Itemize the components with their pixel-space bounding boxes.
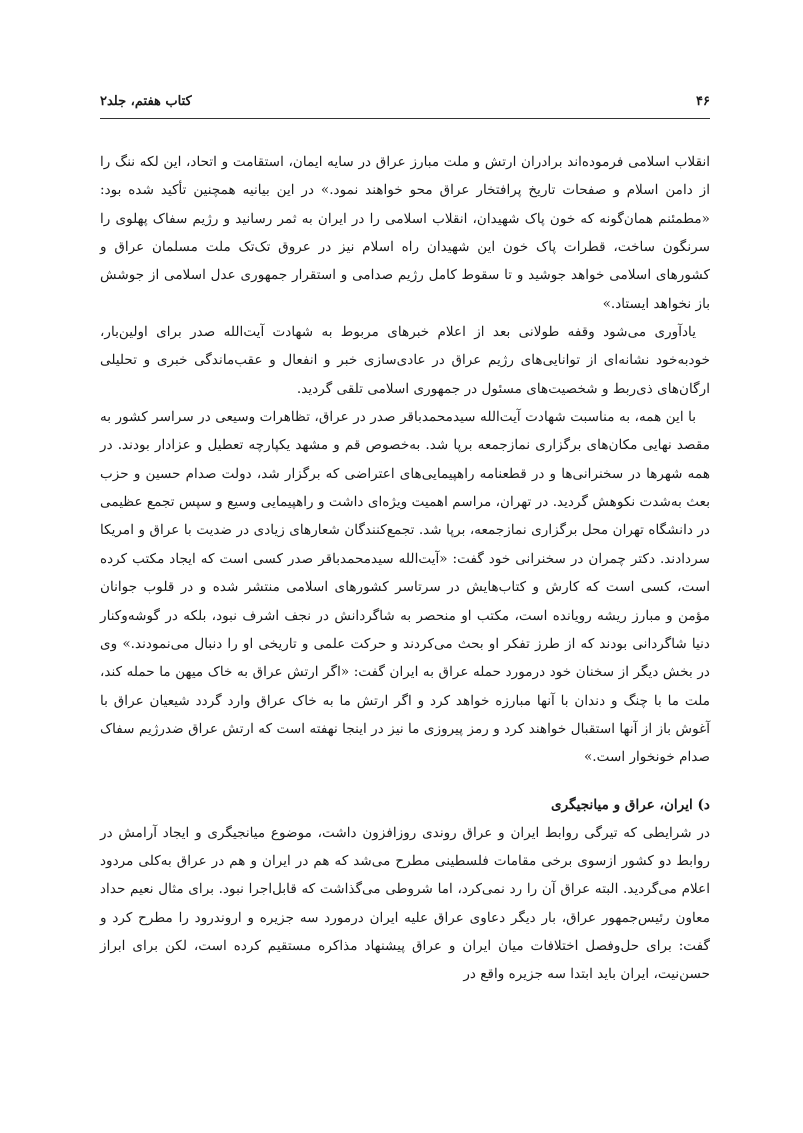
page-header xyxy=(100,92,710,119)
page-number: ۴۶ xyxy=(696,94,710,109)
body-paragraph: در شرایطی که تیرگی روابط ایران و عراق روندی روزافزون داشت، موضوع میانجیگری و ایجاد آرامش در روابط دو کشور ازسوی برخی مقامات فلسطینی مطرح می‌شد که هم در ایران و هم در عراق به‌کلی مردود اعلام می‌گردید. البته عراق آن را رد نمی‌کرد، اما شروطی می‌گذاشت که قابل‌اجرا نبود. برای مثال نعیم حداد معاون رئیس‌جمهور عراق، بار دیگر دعاوی عراق علیه ایران درمورد سه جزیره و اروندرود را مطرح کرد و گفت: برای حل‌وفصل اختلافات میان ایران و عراق پیشنهاد مذاکره مستقیم کرده است، لکن برای ابراز حسن‌نیت، ایران باید ابتدا سه جزیره واقع در xyxy=(100,824,710,983)
body-paragraph: با این همه، به مناسبت شهادت آیت‌الله سیدمحمدباقر صدر در عراق، تظاهرات وسیعی در سراسر کشور به مقصد نهایی مکان‌های برگزاری نمازجمعه برپا شد. به‌خصوص قم و مشهد یکپارچه تعطیل و عزادار بودند. در همه شهرها در سخنرانی‌ها و در قطعنامه راهپیمایی‌های اعتراضی که برگزار شد، دولت صدام حسین و حزب بعث به‌شدت نکوهش گردید. در تهران، مراسم اهمیت ویژه‌ای داشت و راهپیمایی وسیع و سپس تجمع عظیمی در دانشگاه تهران محل برگزاری نمازجمعه، برپا شد. تجمع‌کنندگان شعارهای زیادی در ضدیت با عراق و امریکا سردادند. دکتر چمران در سخنرانی خود گفت: «آیت‌الله سیدمحمدباقر صدر کسی است که ایجاد مکتب کرده است، کسی است که کارش و کتاب‌هایش در سرتاسر کشورهای اسلامی منتشر شده و در قلوب جوانان مؤمن و مبارز ریشه رویانده است، مکتب او منحصر به شاگردانش در نجف اشرف نبود، بلکه در گوشه‌وکنار دنیا شاگردانی بودند که از طرز تفکر او بحث می‌کردند و حرکت علمی و تاریخی او را دنبال می‌نمودند.» وی در بخش دیگر از سخنان خود درمورد حمله عراق به ایران گفت: «اگر ارتش عراق به خاک میهن ما حمله کند، ملت ما با چنگ و دندان با آنها مبارزه خواهد کرد و اگر ارتش ما به خاک عراق وارد گردد شیعیان عراق با آغوش باز از آنها استقبال خواهند کرد و رمز پیروزی ما نیز در اینجا نهفته است که ارتش عراق ضدرژیم سفاک صدام خونخوار است.» xyxy=(100,409,710,766)
running-title: کتاب هفتم، جلد۲ xyxy=(100,94,192,109)
body-paragraph: یادآوری می‌شود وقفه طولانی بعد از اعلام خبرهای مربوط به شهادت آیت‌الله صدر برای اولین‌بار، خودبه‌خود نشانه‌ای از توانایی‌های رژیم عراق در عادی‌سازی خبر و انفعال و عقب‌ماندگی خبری و تحلیلی ارگان‌های ذی‌ربط و شخصیت‌های مسئول در جمهوری اسلامی تلقی گردید. xyxy=(100,324,710,397)
page-body xyxy=(100,148,710,989)
body-paragraph: انقلاب اسلامی فرموده‌اند برادران ارتش و ملت مبارز عراق در سایه ایمان، استقامت و اتحاد، این لکه ننگ را از دامن اسلام و صفحات تاریخ پرافتخار عراق محو خواهند نمود.» در این بیانیه همچنین تأکید شده بود: «مطمئنم همان‌گونه که خون پاک شهیدان، انقلاب اسلامی را در ایران به ثمر رسانید و رژیم سفاک پهلوی را سرنگون ساخت، قطرات پاک خون این شهیدان راه اسلام نیز در عروق تک‌تک ملت مسلمان عراق و کشورهای اسلامی خواهد جوشید و تا سقوط کامل رژیم صدامی و استقرار جمهوری عدل اسلامی از جوشش باز نخواهد ایستاد.» xyxy=(100,154,710,312)
section-heading: د) ایران، عراق و میانجیگری xyxy=(551,796,710,813)
